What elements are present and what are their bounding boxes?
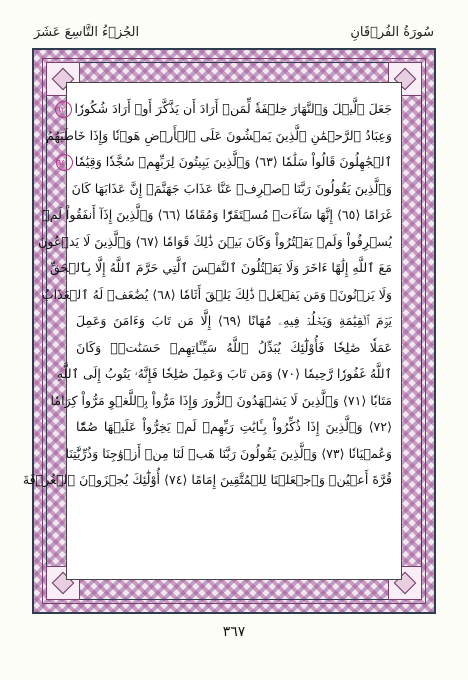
verse-line: مَتَابٗا ⟨٧١⟩ وَٱلَّذِينَ لَا يَشۡهَدُونَ ٱلزُّورَ وَإِذَا مَرُّواْ بِٱللَّغۡوِ مَرُّواْ كِرَامٗا <box>50 392 392 408</box>
verse-line: يُسۡرِفُواْ وَلَمۡ يَقۡتُرُواْ وَكَانَ بَيۡنَ ذَٰلِكَ قَوَامٗا ⟨٦٧⟩ وَٱلَّذِينَ لَا يَدۡعُونَ <box>38 233 392 249</box>
verse-line: غَرَامًا ⟨٦٥⟩ إِنَّهَا سَآءَتۡ مُسۡتَقَرّٗا وَمُقَامٗا ⟨٦٦⟩ وَٱلَّذِينَ إِذَآ أَنفَقُواْ لَمۡ <box>42 207 392 222</box>
surah-title: سُورَةُ الفُرۡقَانِ <box>350 25 434 40</box>
verse-line: وَلَا يَزۡنُونَۚ وَمَن يَفۡعَلۡ ذَٰلِكَ يَلۡقَ أَثَامٗا ⟨٦٨⟩ يُضَٰعَفۡ لَهُ ٱلۡعَذَابُ <box>41 286 392 302</box>
verse-line: ٱلۡجَٰهِلُونَ قَالُواْ سَلَٰمٗا ⟨٦٣⟩ وَٱلَّذِينَ يَبِيتُونَ لِرَبِّهِمۡ سُجَّدٗا وَقِيَٰمٗا٦٤ <box>56 154 392 169</box>
verse-block <box>22 96 392 494</box>
verse-line: عَمَلٗا صَٰلِحٗا فَأُوْلَٰٓئِكَ يُبَدِّلُ ٱللَّهُ سَيِّـَٔاتِهِمۡ حَسَنَٰتٖۗ وَكَانَ <box>76 339 392 355</box>
verse-line: وَٱلَّذِينَ يَقُولُونَ رَبَّنَا ٱصۡرِفۡ عَنَّا عَذَابَ جَهَنَّمَۖ إِنَّ عَذَابَهَا كَانَ <box>71 180 392 196</box>
verse-line: يَوۡمَ ٱلۡقِيَٰمَةِ وَيَخۡلُدۡ فِيهِۦ مُهَانًا ⟨٦٩⟩ إِلَّا مَن تَابَ وَءَامَنَ وَعَمِلَ <box>76 313 392 328</box>
ayah-marker-icon: ٦٤ <box>56 154 73 171</box>
verse-line: ⟨٧٢⟩ وَٱلَّذِينَ إِذَا ذُكِّرُواْ بِـَٔايَٰتِ رَبِّهِمۡ لَمۡ يَخِرُّواْ عَلَيۡهَا صُمّٗا <box>76 419 392 434</box>
verse-line: جَعَلَ ٱلَّيۡلَ وَٱلنَّهَارَ خِلۡفَةٗ لِّمَنۡ أَرَادَ أَن يَذَّكَّرَ أَوۡ أَرَادَ شُكُورٗا٦٢ <box>56 101 392 116</box>
verse-line: مَعَ ٱللَّهِ إِلَٰهًا ءَاخَرَ وَلَا يَقۡتُلُونَ ٱلنَّفۡسَ ٱلَّتِي حَرَّمَ ٱللَّهُ إِلَّا بِٱلۡحَقِّ <box>50 260 392 275</box>
page-number: ٣٦٧ <box>222 624 246 640</box>
verse-line: ٱللَّهُ غَفُورٗا رَّحِيمٗا ⟨٧٠⟩ وَمَن تَابَ وَعَمِلَ صَٰلِحٗا فَإِنَّهُۥ يَتُوبُ إِلَى ٱللَّهِ <box>56 366 392 381</box>
ayah-marker-icon: ٦٢ <box>55 101 72 118</box>
verse-line: وَعُمۡيَانٗا ⟨٧٣⟩ وَٱلَّذِينَ يَقُولُونَ رَبَّنَا هَبۡ لَنَا مِنۡ أَزۡوَٰجِنَا وَذُرِّيَّٰتِنَا <box>65 445 392 461</box>
juz-title: الجُزۡءُ التَّاسِعَ عَشَرَ <box>34 25 140 40</box>
verse-line: قُرَّةَ أَعۡيُنٖ وَٱجۡعَلۡنَا لِلۡمُتَّقِينَ إِمَامًا ⟨٧٤⟩ أُوْلَٰٓئِكَ يُجۡزَوۡنَ ٱلۡغُرۡفَةَ <box>22 472 392 487</box>
verse-line: وَعِبَادُ ٱلرَّحۡمَٰنِ ٱلَّذِينَ يَمۡشُونَ عَلَى ٱلۡأَرۡضِ هَوۡنٗا وَإِذَا خَاطَبَهُمُ <box>45 127 392 143</box>
